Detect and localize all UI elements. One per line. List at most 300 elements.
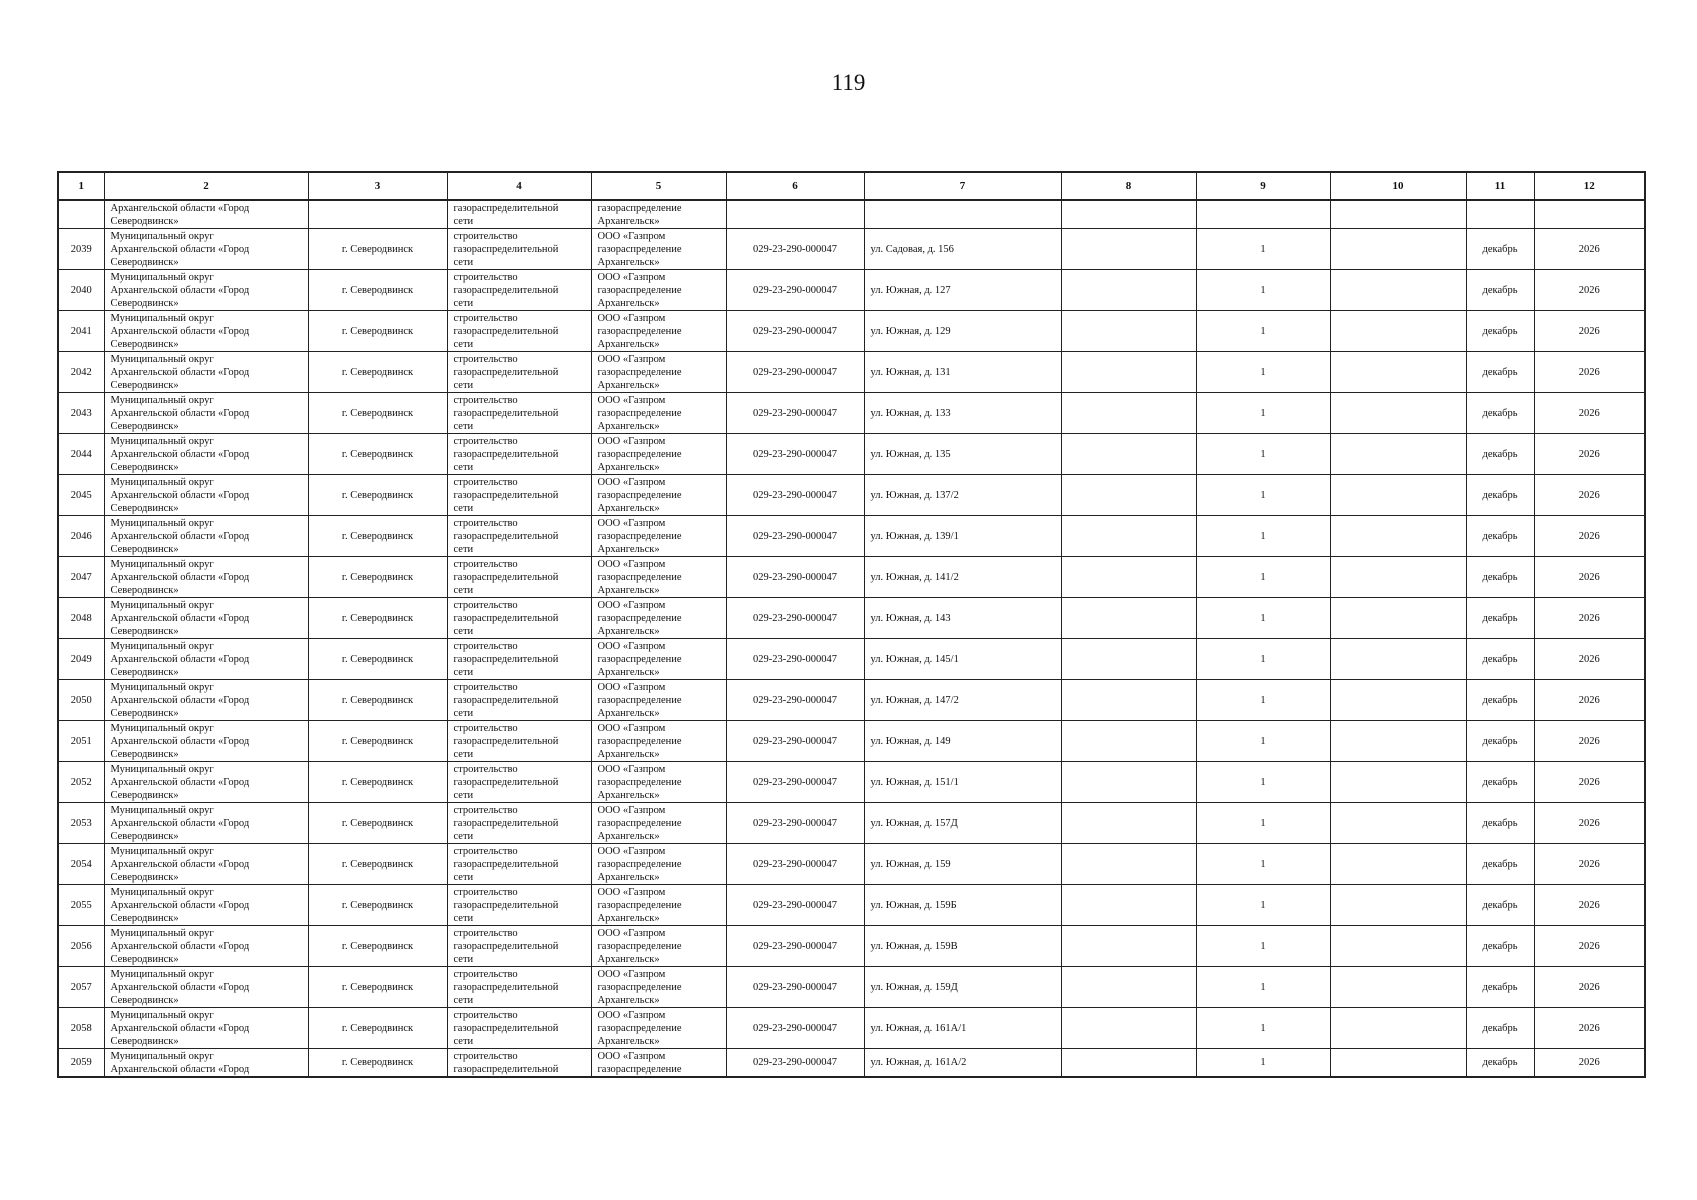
cell-line: Муниципальный округ (110, 968, 214, 980)
cell-line: Архангельск» (597, 1035, 660, 1047)
table-row (58, 885, 1645, 926)
column-header: 9 (1196, 172, 1330, 200)
table-row (58, 311, 1645, 352)
cell-work (447, 721, 591, 762)
cell-month: декабрь (1466, 270, 1534, 311)
column-header: 7 (864, 172, 1061, 200)
cell-code: 029-23-290-000047 (726, 885, 864, 926)
cell-line: Архангельской области «Город (110, 612, 250, 624)
cell-code: 029-23-290-000047 (726, 680, 864, 721)
cell-work (447, 557, 591, 598)
cell-municipality (104, 516, 308, 557)
cell-month: декабрь (1466, 598, 1534, 639)
cell-line: строительство (453, 1009, 518, 1021)
cell-empty (1061, 229, 1196, 270)
cell-line: Муниципальный округ (110, 845, 214, 857)
cell-count: 1 (1196, 639, 1330, 680)
cell-city: г. Северодвинск (308, 844, 447, 885)
cell-line: газораспределительной (453, 817, 559, 829)
table-row (58, 393, 1645, 434)
cell-line: Северодвинск» (110, 256, 179, 268)
cell-city: г. Северодвинск (308, 762, 447, 803)
cell-number: 2044 (58, 434, 104, 475)
cell-month (1466, 200, 1534, 229)
cell-line: ООО «Газпром (597, 1050, 666, 1062)
cell-address: ул. Южная, д. 129 (864, 311, 1061, 352)
cell-number: 2059 (58, 1049, 104, 1078)
cell-number: 2047 (58, 557, 104, 598)
cell-empty (1330, 352, 1466, 393)
cell-empty (1061, 967, 1196, 1008)
cell-empty (1061, 680, 1196, 721)
cell-year: 2026 (1534, 270, 1645, 311)
cell-address: ул. Южная, д. 137/2 (864, 475, 1061, 516)
cell-city: г. Северодвинск (308, 926, 447, 967)
cell-municipality (104, 1008, 308, 1049)
cell-line: Архангельск» (597, 625, 660, 637)
cell-line: Архангельской области «Город (110, 653, 250, 665)
cell-line: газораспределение (597, 325, 682, 337)
cell-address: ул. Южная, д. 151/1 (864, 762, 1061, 803)
cell-line: Северодвинск» (110, 748, 179, 760)
cell-number: 2045 (58, 475, 104, 516)
cell-city: г. Северодвинск (308, 721, 447, 762)
cell-month: декабрь (1466, 1008, 1534, 1049)
cell-line: Архангельск» (597, 748, 660, 760)
cell-address: ул. Южная, д. 141/2 (864, 557, 1061, 598)
cell-line: сети (453, 789, 474, 801)
cell-work (447, 516, 591, 557)
cell-line: ООО «Газпром (597, 394, 666, 406)
cell-number: 2042 (58, 352, 104, 393)
cell-line: строительство (453, 1050, 518, 1062)
cell-number: 2053 (58, 803, 104, 844)
cell-empty (1330, 200, 1466, 229)
cell-line: Северодвинск» (110, 666, 179, 678)
cell-month: декабрь (1466, 311, 1534, 352)
table-row (58, 475, 1645, 516)
cell-line: Северодвинск» (110, 297, 179, 309)
table-row (58, 270, 1645, 311)
cell-municipality (104, 1049, 308, 1078)
cell-municipality (104, 393, 308, 434)
table-row (58, 639, 1645, 680)
cell-year: 2026 (1534, 352, 1645, 393)
cell-municipality (104, 967, 308, 1008)
cell-line: Северодвинск» (110, 707, 179, 719)
cell-year: 2026 (1534, 311, 1645, 352)
cell-operator (591, 352, 726, 393)
cell-number: 2046 (58, 516, 104, 557)
cell-line: Архангельск» (597, 871, 660, 883)
cell-line: газораспределительной (453, 1063, 559, 1075)
cell-line: Архангельской области «Город (110, 776, 250, 788)
cell-line: газораспределительной (453, 571, 559, 583)
cell-line: строительство (453, 927, 518, 939)
cell-line: Архангельск» (597, 420, 660, 432)
cell-count: 1 (1196, 680, 1330, 721)
cell-line: сети (453, 748, 474, 760)
cell-city: г. Северодвинск (308, 475, 447, 516)
cell-line: Архангельской области «Город (110, 694, 250, 706)
cell-empty (1330, 229, 1466, 270)
cell-line: Архангельской области «Город (110, 1063, 250, 1075)
cell-count: 1 (1196, 1008, 1330, 1049)
cell-empty (1330, 557, 1466, 598)
cell-month: декабрь (1466, 1049, 1534, 1078)
cell-municipality (104, 639, 308, 680)
cell-line: ООО «Газпром (597, 476, 666, 488)
cell-operator (591, 270, 726, 311)
cell-line: ООО «Газпром (597, 312, 666, 324)
cell-work (447, 1008, 591, 1049)
table-row (58, 844, 1645, 885)
cell-line: Архангельской области «Город (110, 981, 250, 993)
continuation-row (58, 200, 1645, 229)
cell-month: декабрь (1466, 967, 1534, 1008)
cell-empty (1061, 557, 1196, 598)
cell-line: Северодвинск» (110, 379, 179, 391)
cell-line: Архангельской области «Город (110, 858, 250, 870)
cell-line: строительство (453, 599, 518, 611)
cell-month: декабрь (1466, 393, 1534, 434)
cell-code: 029-23-290-000047 (726, 639, 864, 680)
table-row (58, 598, 1645, 639)
cell-year: 2026 (1534, 844, 1645, 885)
cell-line: газораспределение (597, 612, 682, 624)
table-row (58, 1049, 1645, 1078)
cell-line: газораспределение (597, 284, 682, 296)
cell-year: 2026 (1534, 1008, 1645, 1049)
cell-code: 029-23-290-000047 (726, 516, 864, 557)
cell-municipality (104, 311, 308, 352)
cell-line: газораспределение (597, 940, 682, 952)
column-header: 1 (58, 172, 104, 200)
cell-line: газораспределительной (453, 489, 559, 501)
cell-year: 2026 (1534, 967, 1645, 1008)
cell-city: г. Северодвинск (308, 639, 447, 680)
table-row (58, 1008, 1645, 1049)
cell-address: ул. Южная, д. 147/2 (864, 680, 1061, 721)
cell-line: газораспределительной (453, 530, 559, 542)
cell-year: 2026 (1534, 1049, 1645, 1078)
cell-count (1196, 200, 1330, 229)
cell-municipality (104, 680, 308, 721)
column-header: 6 (726, 172, 864, 200)
cell-municipality (104, 926, 308, 967)
cell-line: строительство (453, 476, 518, 488)
cell-code: 029-23-290-000047 (726, 844, 864, 885)
cell-line: Муниципальный округ (110, 394, 214, 406)
cell-work (447, 475, 591, 516)
cell-city: г. Северодвинск (308, 516, 447, 557)
cell-line: Северодвинск» (110, 625, 179, 637)
cell-work (447, 639, 591, 680)
cell-line: Архангельск» (597, 789, 660, 801)
cell-line: Архангельск» (597, 584, 660, 596)
cell-code: 029-23-290-000047 (726, 762, 864, 803)
cell-operator (591, 229, 726, 270)
cell-city: г. Северодвинск (308, 803, 447, 844)
cell-line: сети (453, 461, 474, 473)
cell-line: Архангельск» (597, 953, 660, 965)
cell-work (447, 352, 591, 393)
cell-count: 1 (1196, 434, 1330, 475)
column-header: 2 (104, 172, 308, 200)
cell-line: газораспределение (597, 489, 682, 501)
cell-line: ООО «Газпром (597, 517, 666, 529)
cell-empty (1330, 311, 1466, 352)
cell-code: 029-23-290-000047 (726, 967, 864, 1008)
cell-line: Архангельск» (597, 994, 660, 1006)
cell-line: газораспределительной (453, 981, 559, 993)
cell-address: ул. Южная, д. 131 (864, 352, 1061, 393)
cell-empty (1330, 885, 1466, 926)
cell-line: газораспределение (597, 735, 682, 747)
table-row (58, 721, 1645, 762)
cell-address: ул. Южная, д. 135 (864, 434, 1061, 475)
cell-year: 2026 (1534, 885, 1645, 926)
cell-month: декабрь (1466, 680, 1534, 721)
cell-number: 2055 (58, 885, 104, 926)
cell-line: Архангельск» (597, 912, 660, 924)
registry-table (57, 171, 1646, 1078)
column-header: 4 (447, 172, 591, 200)
cell-address: ул. Южная, д. 157Д (864, 803, 1061, 844)
cell-empty (1061, 393, 1196, 434)
cell-work (447, 270, 591, 311)
cell-month: декабрь (1466, 639, 1534, 680)
cell-address: ул. Южная, д. 127 (864, 270, 1061, 311)
cell-line: газораспределительной (453, 366, 559, 378)
cell-operator (591, 1008, 726, 1049)
cell-line: газораспределительной (453, 858, 559, 870)
cell-empty (1061, 434, 1196, 475)
cell-operator (591, 1049, 726, 1078)
cell-line: газораспределение (597, 776, 682, 788)
cell-empty (1061, 926, 1196, 967)
cell-month: декабрь (1466, 434, 1534, 475)
cell-line: Муниципальный округ (110, 230, 214, 242)
cell-empty (1061, 885, 1196, 926)
cell-count: 1 (1196, 516, 1330, 557)
cell-line: строительство (453, 722, 518, 734)
cell-line: строительство (453, 230, 518, 242)
cell-empty (1061, 516, 1196, 557)
cell-operator (591, 967, 726, 1008)
cell-line: Архангельской области «Город (110, 940, 250, 952)
cell-month: декабрь (1466, 762, 1534, 803)
cell-line: сети (453, 256, 474, 268)
cell-line: газораспределение (597, 571, 682, 583)
cell-line: Северодвинск» (110, 502, 179, 514)
cell-address: ул. Южная, д. 159В (864, 926, 1061, 967)
cell-line: Архангельской области «Город (110, 899, 250, 911)
cell-line: Северодвинск» (110, 789, 179, 801)
cell-empty (1061, 598, 1196, 639)
cell-line: строительство (453, 394, 518, 406)
cell-line: газораспределительной (453, 325, 559, 337)
cell-city: г. Северодвинск (308, 311, 447, 352)
cell-operator (591, 516, 726, 557)
cell-count: 1 (1196, 762, 1330, 803)
cell-year: 2026 (1534, 926, 1645, 967)
cell-municipality (104, 803, 308, 844)
cell-line: газораспределение (597, 1022, 682, 1034)
cell-number: 2049 (58, 639, 104, 680)
cell-line: Муниципальный округ (110, 353, 214, 365)
cell-line: Северодвинск» (110, 953, 179, 965)
cell-line: сети (453, 420, 474, 432)
cell-count: 1 (1196, 557, 1330, 598)
cell-count: 1 (1196, 352, 1330, 393)
cell-line: газораспределение (597, 817, 682, 829)
cell-operator (591, 885, 726, 926)
cell-line: Северодвинск» (110, 543, 179, 555)
cell-year: 2026 (1534, 762, 1645, 803)
cell-line: строительство (453, 681, 518, 693)
cell-line: сети (453, 871, 474, 883)
cell-line: Архангельской области «Город (110, 366, 250, 378)
cell-work (447, 598, 591, 639)
cell-line: газораспределительной (453, 694, 559, 706)
cell-line: Архангельской области «Город (110, 448, 250, 460)
cell-line: газораспределение (597, 530, 682, 542)
cell-count: 1 (1196, 721, 1330, 762)
cell-city: г. Северодвинск (308, 229, 447, 270)
cell-line: газораспределительной (453, 899, 559, 911)
cell-line: ООО «Газпром (597, 845, 666, 857)
cell-line: газораспределение (597, 243, 682, 255)
cell-count: 1 (1196, 803, 1330, 844)
cell-empty (1061, 270, 1196, 311)
cell-work (447, 229, 591, 270)
cell-operator (591, 557, 726, 598)
cell-line: Архангельской области «Город (110, 325, 250, 337)
cell-line: сети (453, 625, 474, 637)
cell-code: 029-23-290-000047 (726, 1008, 864, 1049)
cell-empty (1330, 1049, 1466, 1078)
cell-code: 029-23-290-000047 (726, 352, 864, 393)
cell-line: ООО «Газпром (597, 353, 666, 365)
cell-code: 029-23-290-000047 (726, 475, 864, 516)
cell-year: 2026 (1534, 803, 1645, 844)
cell-line: сети (453, 707, 474, 719)
cell-count: 1 (1196, 311, 1330, 352)
cell-month: декабрь (1466, 229, 1534, 270)
cell-address: ул. Южная, д. 133 (864, 393, 1061, 434)
cell-line: Муниципальный округ (110, 476, 214, 488)
cell-empty (1330, 680, 1466, 721)
cell-line: строительство (453, 845, 518, 857)
cell-line: сети (453, 502, 474, 514)
cell-line: газораспределительной (453, 612, 559, 624)
cell-line: ООО «Газпром (597, 763, 666, 775)
cell-municipality (104, 885, 308, 926)
cell-line: Муниципальный округ (110, 681, 214, 693)
cell-code: 029-23-290-000047 (726, 229, 864, 270)
cell-address: ул. Южная, д. 143 (864, 598, 1061, 639)
cell-municipality (104, 229, 308, 270)
cell-line: Северодвинск» (110, 1035, 179, 1047)
cell-city: г. Северодвинск (308, 270, 447, 311)
cell-empty (1330, 926, 1466, 967)
cell-count: 1 (1196, 926, 1330, 967)
cell-empty (1061, 352, 1196, 393)
cell-year: 2026 (1534, 598, 1645, 639)
cell-month: декабрь (1466, 721, 1534, 762)
cell-empty (1330, 598, 1466, 639)
cell-work (447, 393, 591, 434)
cell-line: газораспределительной (453, 653, 559, 665)
cell-city: г. Северодвинск (308, 352, 447, 393)
cell-line: Муниципальный округ (110, 271, 214, 283)
cell-line: Муниципальный округ (110, 763, 214, 775)
cell-line: Архангельск» (597, 215, 660, 227)
cell-month: декабрь (1466, 885, 1534, 926)
table-row (58, 434, 1645, 475)
cell-line: сети (453, 1035, 474, 1047)
cell-line: сети (453, 379, 474, 391)
cell-line: газораспределительной (453, 940, 559, 952)
cell-year: 2026 (1534, 557, 1645, 598)
cell-municipality (104, 270, 308, 311)
cell-line: газораспределительной (453, 243, 559, 255)
cell-work (447, 434, 591, 475)
cell-address: ул. Южная, д. 161А/2 (864, 1049, 1061, 1078)
cell-city: г. Северодвинск (308, 434, 447, 475)
cell-empty (1061, 844, 1196, 885)
cell-municipality (104, 434, 308, 475)
cell-number: 2040 (58, 270, 104, 311)
cell-municipality (104, 844, 308, 885)
cell-empty (1330, 434, 1466, 475)
cell-number: 2052 (58, 762, 104, 803)
cell-code: 029-23-290-000047 (726, 557, 864, 598)
cell-count: 1 (1196, 475, 1330, 516)
cell-month: декабрь (1466, 516, 1534, 557)
cell-line: Архангельск» (597, 461, 660, 473)
cell-line: Северодвинск» (110, 215, 179, 227)
cell-operator (591, 721, 726, 762)
cell-line: газораспределение (597, 694, 682, 706)
cell-operator (591, 200, 726, 229)
cell-empty (1061, 1008, 1196, 1049)
cell-city: г. Северодвинск (308, 598, 447, 639)
cell-count: 1 (1196, 1049, 1330, 1078)
cell-code: 029-23-290-000047 (726, 393, 864, 434)
cell-empty (1330, 475, 1466, 516)
cell-empty (1330, 270, 1466, 311)
header-row (58, 172, 1645, 200)
cell-operator (591, 639, 726, 680)
cell-operator (591, 762, 726, 803)
cell-line: Северодвинск» (110, 584, 179, 596)
cell-empty (1330, 516, 1466, 557)
cell-address: ул. Южная, д. 159 (864, 844, 1061, 885)
cell-number: 2051 (58, 721, 104, 762)
cell-number: 2058 (58, 1008, 104, 1049)
cell-municipality (104, 557, 308, 598)
cell-line: газораспределение (597, 202, 682, 214)
cell-year: 2026 (1534, 229, 1645, 270)
cell-line: сети (453, 338, 474, 350)
cell-line: Архангельск» (597, 379, 660, 391)
cell-line: Архангельск» (597, 297, 660, 309)
cell-city: г. Северодвинск (308, 1049, 447, 1078)
table-row (58, 967, 1645, 1008)
cell-city: г. Северодвинск (308, 680, 447, 721)
